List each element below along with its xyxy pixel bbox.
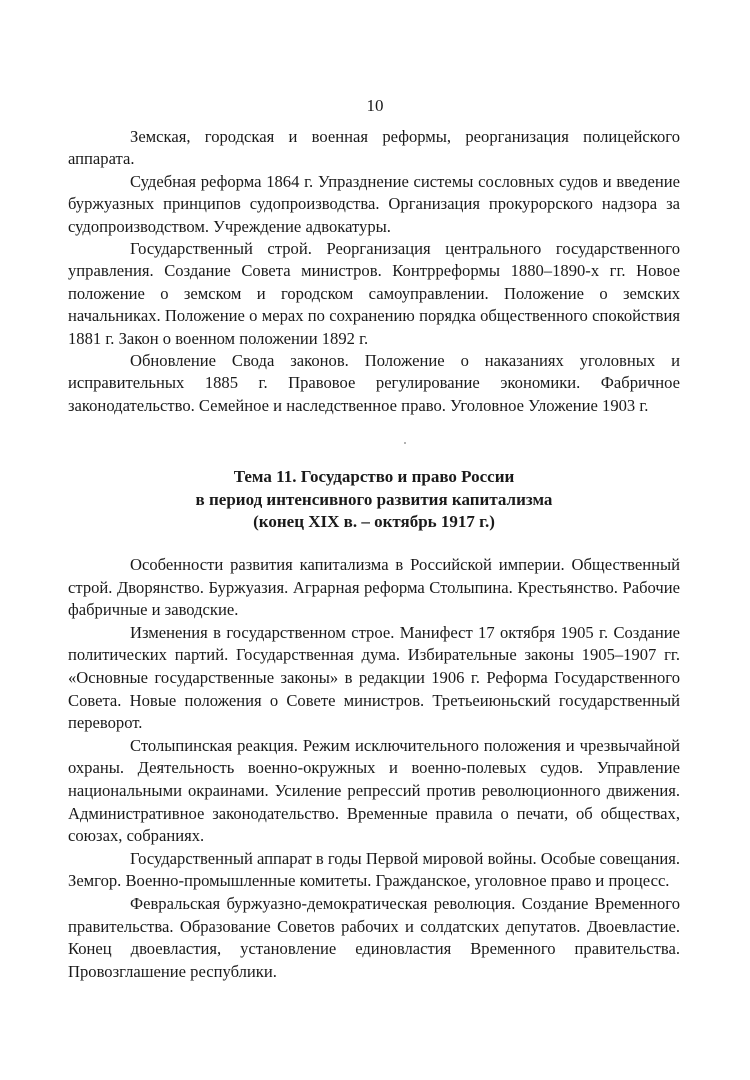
paragraph-capitalism-features: Особенности развития капитализма в Российской империи. Общественный строй. Дворянство. Буржуазия. Аграрная реформа Столыпина. Крестьянство. Рабочие фабричные и заводские. — [68, 555, 680, 620]
section-10-continued — [68, 126, 680, 417]
paragraph-stolypin-reaction: Столыпинская реакция. Режим исключительного положения и чрезвычайной охраны. Деятельность военно-окружных и военно-полевых судов. Управление национальными окраинами. Усиление репрессий против революционного движения. Административное законодательство. Временные правила о печати, об обществах, союзах, собраниях. — [68, 735, 680, 846]
paragraph-february-revolution: Февральская буржуазно-демократическая революция. Создание Временного правительства. Образование Советов рабочих и солдатских депутатов. Двоевластие. Конец двоевластия, установление единовластия Временного правительства. Провозглашение республики. — [68, 893, 680, 981]
paragraph-ww1-apparatus: Государственный аппарат в годы Первой мировой войны. Особые совещания. Земгор. Военно-промышленные комитеты. Гражданское, уголовное право и процесс. — [68, 848, 680, 891]
paragraph-judicial-reform: Судебная реформа 1864 г. Упразднение системы сословных судов и введение буржуазных принципов судопроизводства. Организация прокурорского надзора за судопроизводством. Учреждение адвокатуры. — [68, 171, 680, 236]
paragraph-state-system: Государственный строй. Реорганизация центрального государственного управления. Создание Совета министров. Контрреформы 1880–1890-х гг. Новое положение о земском и городском самоуправлении. Положение о земских начальниках. Положение о мерах по сохранению порядка общественного спокойствия 1881 г. Закон о военном положении 1892 г. — [68, 239, 680, 348]
scan-speck — [404, 442, 406, 444]
topic-11-heading — [68, 466, 680, 534]
paragraph-code-of-laws: Обновление Свода законов. Положение о наказаниях уголовных и исправительных 1885 г. Правовое регулирование экономики. Фабричное законодательство. Семейное и наследственное право. Уголовное Уложение 1903 г. — [68, 351, 680, 415]
heading-line-period: (конец XIX в. – октябрь 1917 г.) — [253, 512, 495, 531]
heading-line-subtitle: в период интенсивного развития капитализма — [195, 489, 553, 509]
heading-line-title: Тема 11. Государство и право России — [233, 467, 515, 486]
topic-11-body — [68, 554, 680, 983]
paragraph-state-changes: Изменения в государственном строе. Манифест 17 октября 1905 г. Создание политических партий. Государственная дума. Избирательные законы 1905–1907 гг. «Основные государственные законы» в редакции 1906 г. Реформа Государственного Совета. Новые положения о Совете министров. Третьеиюньский государственный переворот. — [68, 622, 680, 733]
paragraph-zemstvo-reforms: Земская, городская и военная реформы, реорганизация полицейского аппарата. — [68, 127, 680, 169]
page-number: 10 — [366, 96, 384, 115]
